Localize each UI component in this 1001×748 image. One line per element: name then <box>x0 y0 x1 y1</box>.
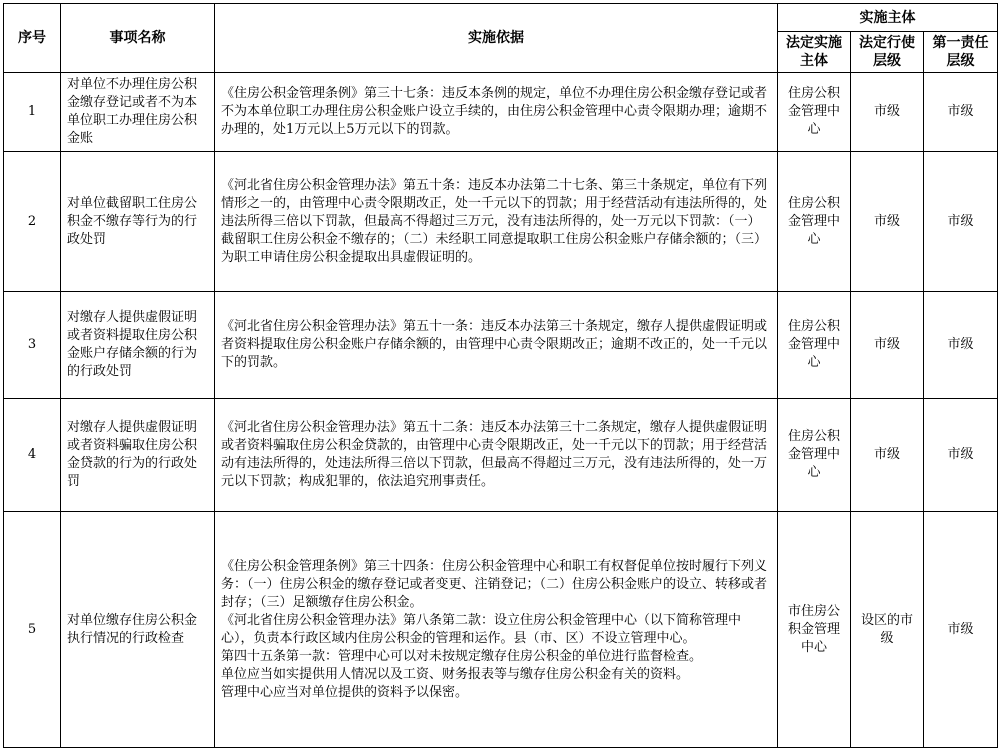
header-first-level: 第一责任层级 <box>924 32 998 73</box>
row-item-name: 对缴存人提供虚假证明或者资料骗取住房公积金贷款的行为的行政处罚 <box>61 399 215 512</box>
row-item-name: 对缴存人提供虚假证明或者资料提取住房公积金账户存储余额的行为的行政处罚 <box>61 292 215 399</box>
basis-paragraph: 管理中心应当对单位提供的资料予以保密。 <box>221 684 469 700</box>
row-seq: 2 <box>4 152 61 292</box>
row-basis <box>215 152 778 292</box>
table-row <box>4 73 998 152</box>
row-legal-level: 市级 <box>851 399 924 512</box>
row-basis <box>215 512 778 748</box>
row-legal-subject: 住房公积金管理中心 <box>778 292 851 399</box>
enforcement-table <box>3 3 998 748</box>
header-basis: 实施依据 <box>215 4 778 73</box>
basis-paragraph: 《河北省住房公积金管理办法》第五十条：违反本办法第二十七条、第三十条规定，单位有下列情形之一的，由管理中心责令限期改正，处一千元以下的罚款；用于经营活动有违法所得的，处违法所得三倍以下罚款，但最高不得超过三万元，没有违法所得的，处一万元以下罚款：（一）截留职工住房公积金不缴存的；（二）未经职工同意提取职工住房公积金账户存储余额的；（三）为职工申请住房公积金提取出具虚假证明的。 <box>221 177 768 265</box>
row-seq: 5 <box>4 512 61 748</box>
header-seq: 序号 <box>4 4 61 73</box>
header-subject-group: 实施主体 <box>778 4 998 32</box>
table-row <box>4 512 998 748</box>
row-first-level: 市级 <box>924 399 998 512</box>
row-legal-subject: 市住房公积金管理中心 <box>778 512 851 748</box>
row-legal-level: 设区的市级 <box>851 512 924 748</box>
row-seq: 4 <box>4 399 61 512</box>
basis-paragraph: 《住房公积金管理条例》第三十七条：违反本条例的规定，单位不办理住房公积金缴存登记或者不为本单位职工办理住房公积金账户设立手续的，由住房公积金管理中心责令限期办理；逾期不办理的，处1万元以上5万元以下的罚款。 <box>221 86 768 137</box>
basis-paragraph: 第四十五条第一款：管理中心可以对未按规定缴存住房公积金的单位进行监督检查。 <box>221 648 703 664</box>
row-seq: 3 <box>4 292 61 399</box>
row-seq: 1 <box>4 73 61 152</box>
row-legal-subject: 住房公积金管理中心 <box>778 73 851 152</box>
row-basis <box>215 292 778 399</box>
row-legal-subject: 住房公积金管理中心 <box>778 152 851 292</box>
row-item-name: 对单位缴存住房公积金执行情况的行政检查 <box>61 512 215 748</box>
row-basis <box>215 73 778 152</box>
table-row <box>4 292 998 399</box>
row-item-name: 对单位截留职工住房公积金不缴存等行为的行政处罚 <box>61 152 215 292</box>
basis-paragraph: 《河北省住房公积金管理办法》第八条第二款：设立住房公积金管理中心（以下简称管理中心），负责本行政区域内住房公积金的管理和运作。县（市、区）不设立管理中心。 <box>221 612 742 646</box>
row-first-level: 市级 <box>924 152 998 292</box>
basis-paragraph: 《河北省住房公积金管理办法》第五十一条：违反本办法第三十条规定，缴存人提供虚假证明或者资料提取住房公积金账户存储余额的，由管理中心责令限期改正；逾期不改正的，处一千元以下的罚款。 <box>221 319 768 370</box>
row-first-level: 市级 <box>924 292 998 399</box>
row-first-level: 市级 <box>924 512 998 748</box>
table-row <box>4 399 998 512</box>
row-legal-level: 市级 <box>851 152 924 292</box>
row-item-name: 对单位不办理住房公积金缴存登记或者不为本单位职工办理住房公积金账 <box>61 73 215 152</box>
basis-paragraph: 单位应当如实提供用人情况以及工资、财务报表等与缴存住房公积金有关的资料。 <box>221 666 690 682</box>
header-item-name: 事项名称 <box>61 4 215 73</box>
basis-paragraph: 《住房公积金管理条例》第三十四条：住房公积金管理中心和职工有权督促单位按时履行下列义务：（一）住房公积金的缴存登记或者变更、注销登记；（二）住房公积金账户的设立、转移或者封存；（三）足额缴存住房公积金。 <box>221 558 768 610</box>
row-basis <box>215 399 778 512</box>
row-legal-level: 市级 <box>851 292 924 399</box>
header-legal-level: 法定行使层级 <box>851 32 924 73</box>
basis-paragraph: 《河北省住房公积金管理办法》第五十二条：违反本办法第三十二条规定，缴存人提供虚假证明或者资料骗取住房公积金贷款的，由管理中心责令限期改正，处一千元以下的罚款；用于经营活动有违法所得的，处违法所得三倍以下罚款，但最高不得超过三万元，没有违法所得的，处一万元以下罚款；构成犯罪的，依法追究刑事责任。 <box>221 420 768 489</box>
table-row <box>4 152 998 292</box>
row-legal-subject: 住房公积金管理中心 <box>778 399 851 512</box>
header-legal-subject: 法定实施主体 <box>778 32 851 73</box>
row-first-level: 市级 <box>924 73 998 152</box>
row-legal-level: 市级 <box>851 73 924 152</box>
